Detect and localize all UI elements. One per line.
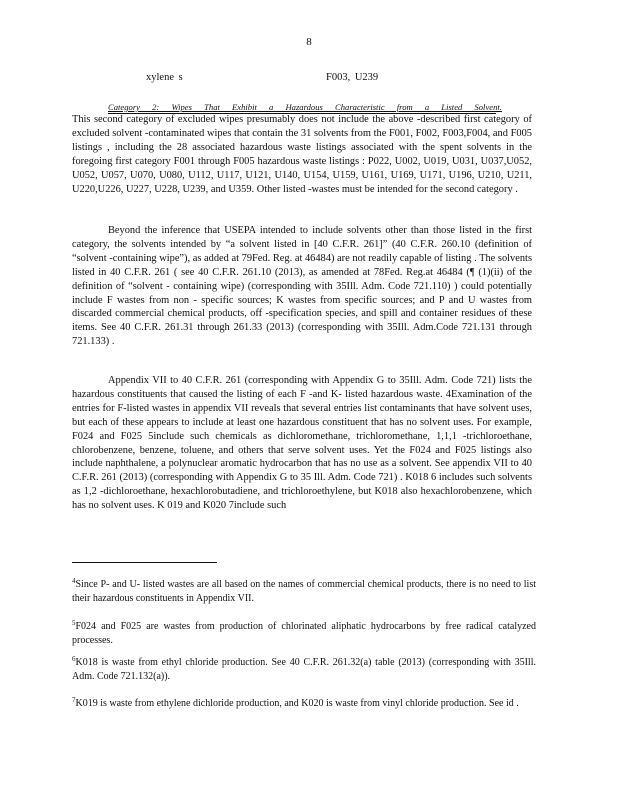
footnote-4 <box>72 578 536 605</box>
footnote-text: Since P- and U- listed wastes are all based on the names of commercial chemical products, there is no need to list their hazardous constituents in Appendix VII. <box>72 579 536 604</box>
footnote-text: K019 is waste from ethylene dichloride production, and K020 is waste from vinyl chloride production. See id . <box>75 698 519 709</box>
carry-over-left: xylene s <box>146 72 183 83</box>
carry-over-line <box>146 72 379 83</box>
footnote-mark: 6 <box>72 655 76 663</box>
footnote-mark: 7 <box>72 696 76 704</box>
body-paragraph-2: Beyond the inference that USEPA intended to include solvents other than those listed in the first category, the solvents intended by “a solvent listed in [40 C.F.R. 261]” (40 C.F.R. 260.10 (definition of “solvent -containing wipe”), as added at 79Fed. Reg. at 46484) are not readily capable of listing . The solvents listed in 40 C.F.R. 261 ( see 40 C.F.R. 261.10 (2013), as amended at 78Fed. Reg.at 46484 (¶ (1)(ii) of the definition of “solvent - containing wipe) (corresponding with 35Ill. Adm. Code 721.110) ) could potentially include F wastes from non - specific sources; K wastes from specific sources; and P and U wastes from discarded commercial chemical products, off -specification species, and spill and container residues of these items. See 40 C.F.R. 261.31 through 261.33 (2013) (corresponding with 35Ill. Adm.Code 721.131 through 721.133) . <box>72 225 532 348</box>
footnote-text: F024 and F025 are wastes from production of chlorinated aliphatic hydrocarbons by free radical catalyzed processes. <box>72 621 536 646</box>
footnote-mark: 4 <box>72 577 76 585</box>
footnote-5 <box>72 620 536 647</box>
carry-over-right: F003, U239 <box>326 72 379 83</box>
page-number: 8 <box>306 36 312 48</box>
section-heading: Category 2: Wipes That Exhibit a Hazardous Characteristic from a Listed Solvent. <box>108 102 502 112</box>
footnote-6 <box>72 656 536 683</box>
footnote-mark: 5 <box>72 619 76 627</box>
footnote-text: K018 is waste from ethyl chloride production. See 40 C.F.R. 261.32(a) table (2013) (corresponding with 35Ill. Adm. Code 721.132(a)). <box>72 657 536 682</box>
footnote-7 <box>72 697 536 711</box>
body-paragraph-1: This second category of excluded wipes presumably does not include the above -described first category of excluded solvent -contaminated wipes that contain the 31 solvents from the F001, F002, F003,F004, and F005 listings , including the 28 associated hazardous waste listings associated with the spent solvents in the foregoing first category F001 through F005 hazardous waste listings : P022, U002, U019, U031, U037,U052, U052, U057, U070, U080, U112, U117, U121, U140, U154, U159, U161, U169, U171, U196, U210, U211, U220,U226, U227, U228, U239, and U359. Other listed -wastes must be intended for the second category . <box>72 114 532 195</box>
body-paragraph-3: Appendix VII to 40 C.F.R. 261 (corresponding with Appendix G to 35Ill. Adm. Code 721) lists the hazardous constituents that caused the listing of each F -and K- listed hazardous waste. 4Examination of the entries for F-listed wastes in appendix VII reveals that several entries list contaminants that have solvent uses, but each of these appears to include at least one hazardous constituent that has no solvent uses. For example, F024 and F025 5include such chemicals as dichloromethane, trichloromethane, 1,1,1 -trichloroethane, chlorobenzene, benzene, toluene, and others that serve solvent uses. Yet the F024 and F025 listings also include naphthalene, a polynuclear aromatic hydrocarbon that has no use as a solvent. See appendix VII to 40 C.F.R. 261 (2013) (corresponding with Appendix G to 35 Ill. Adm. Code 721) . K018 6 includes such solvents as 1,2 -dichloroethane, hexachlorobutadiene, and trichloroethylene, but K018 also hexachlorobenzene, which has no solvent uses. K 019 and K020 7include such <box>72 375 532 512</box>
footnote-separator <box>72 562 217 563</box>
